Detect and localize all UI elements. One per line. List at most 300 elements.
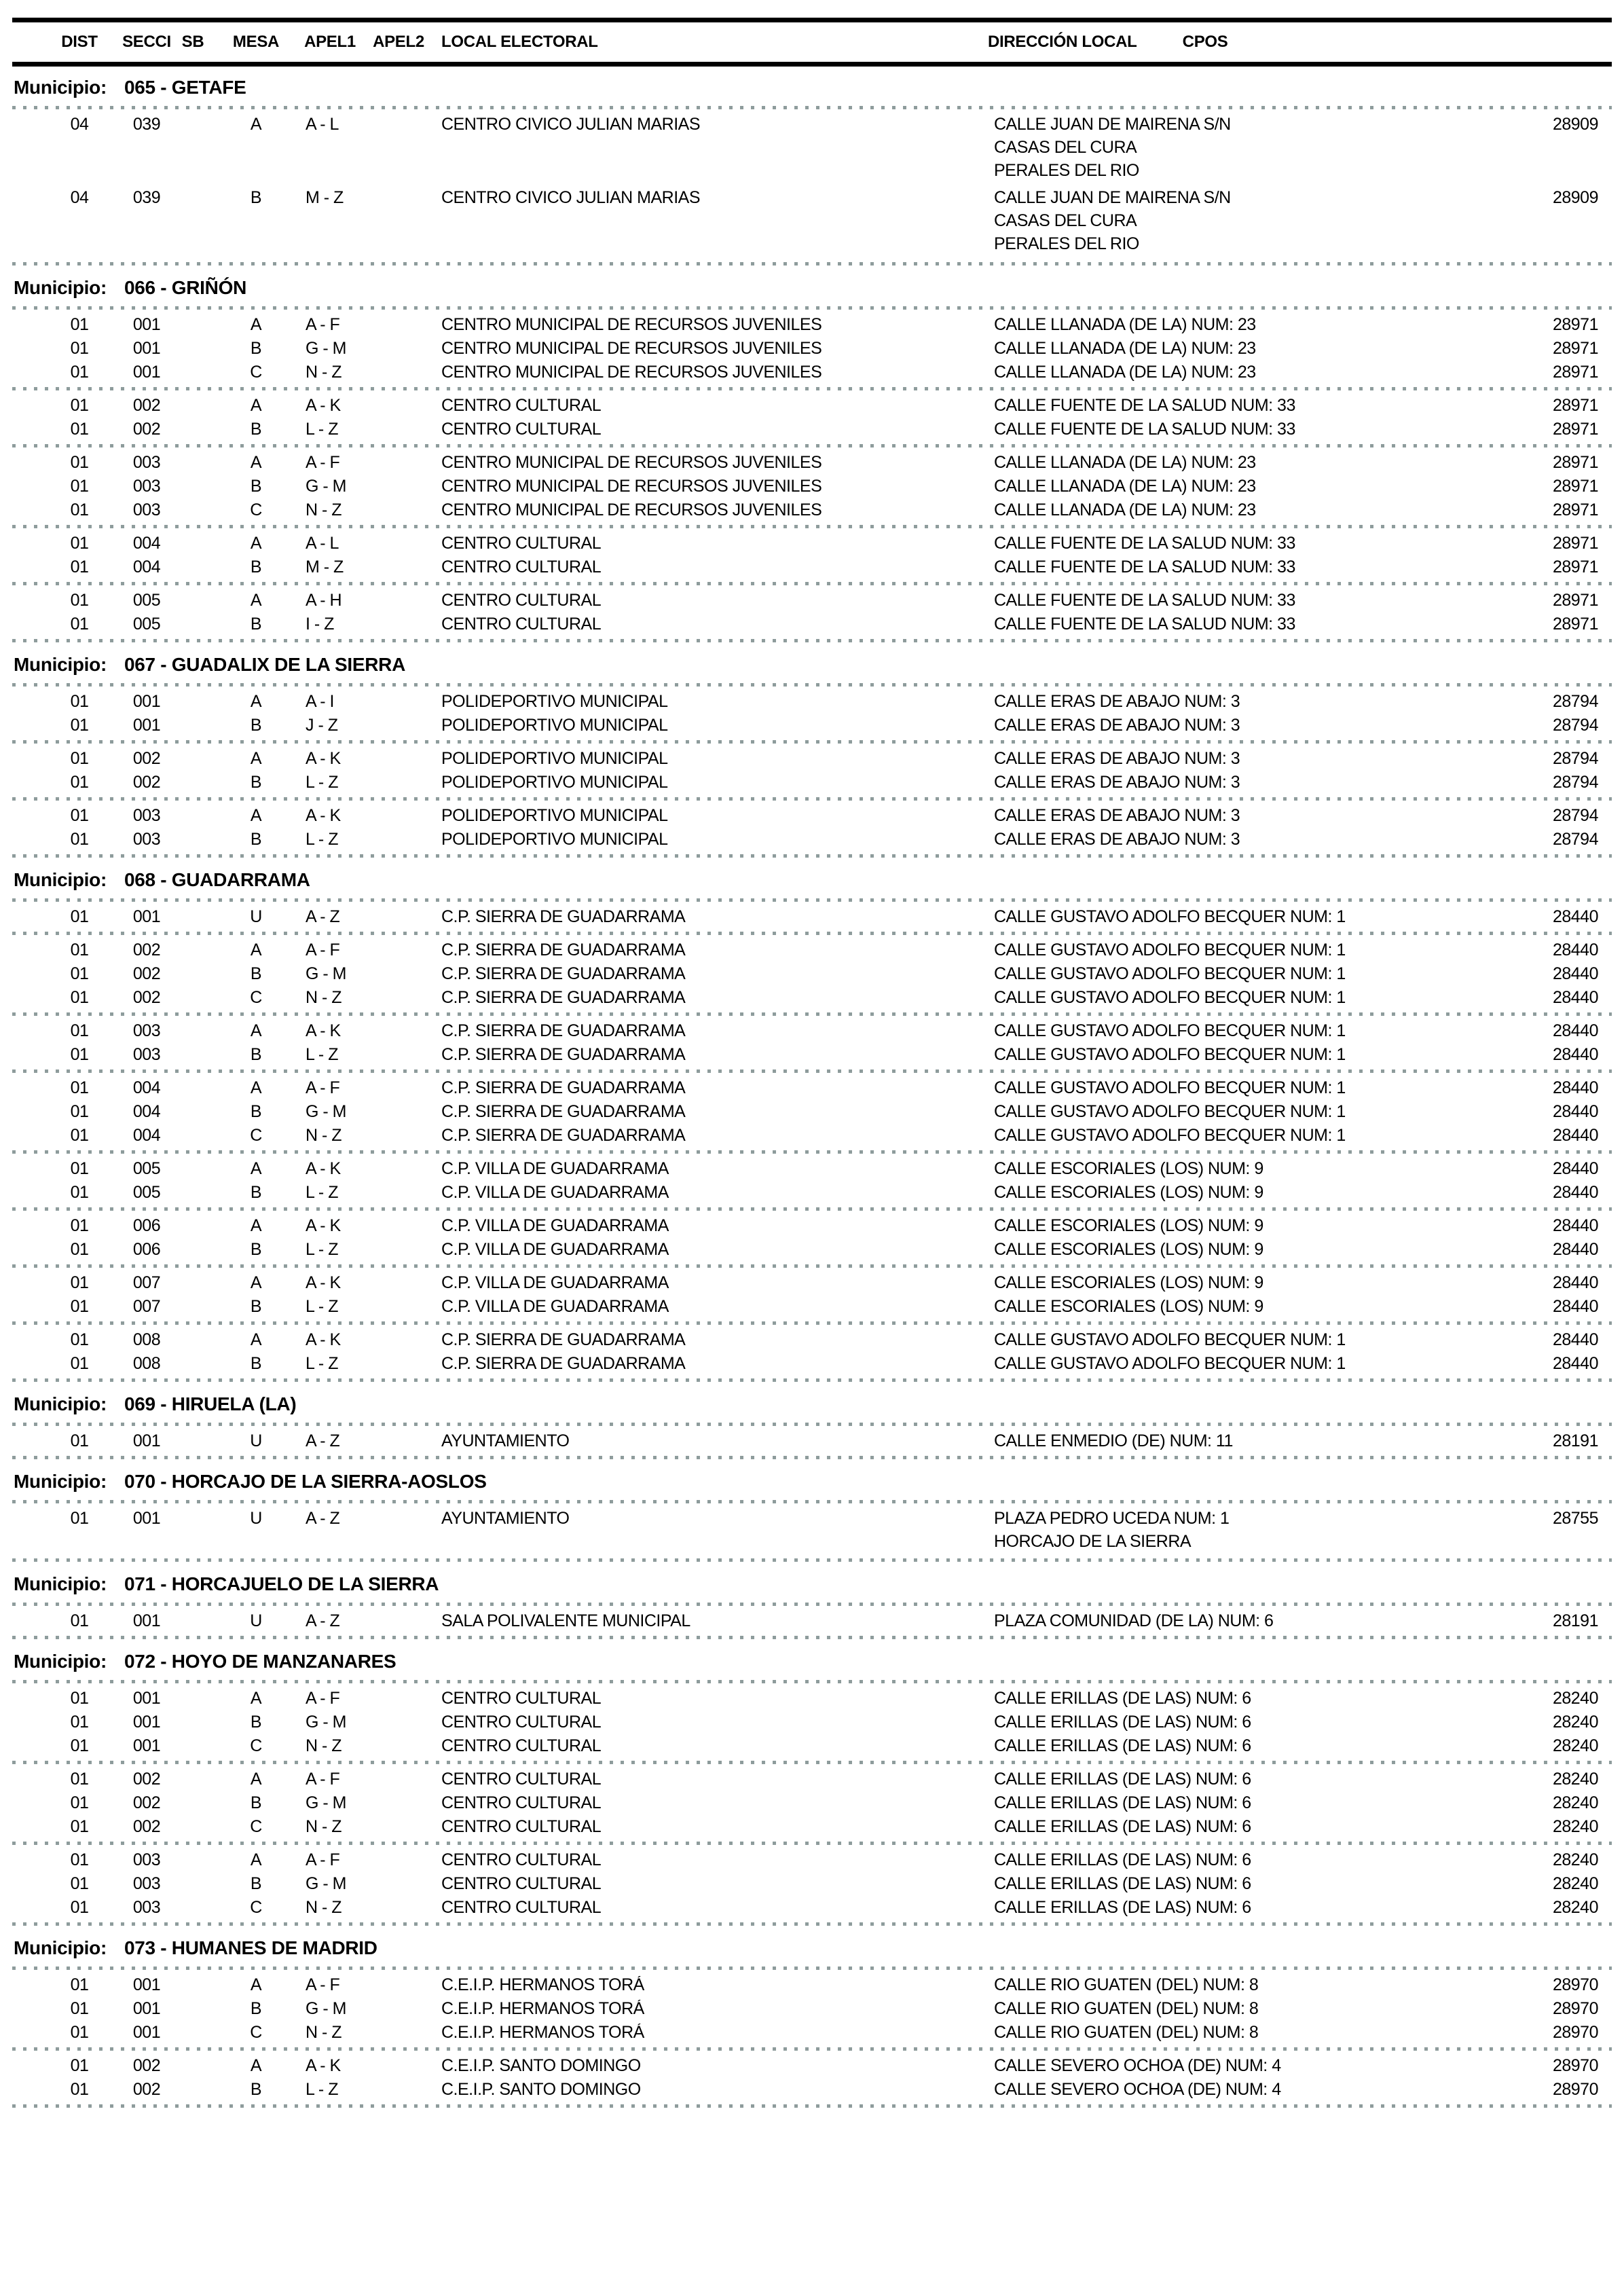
dotted-divider — [12, 2104, 1612, 2108]
cell-cpos: 28909 — [1552, 188, 1598, 207]
direccion-line: CALLE ERAS DE ABAJO NUM: 3 — [994, 807, 1240, 824]
cell-local-electoral: CENTRO CULTURAL — [441, 1818, 602, 1835]
cell-dist: 01 — [70, 339, 89, 358]
cell-dist: 01 — [70, 477, 89, 496]
cell-apel: A - F — [306, 1078, 340, 1097]
direccion-line: CALLE ERAS DE ABAJO NUM: 3 — [994, 830, 1240, 848]
direccion-line: CALLE FUENTE DE LA SALUD NUM: 33 — [994, 534, 1295, 552]
cell-cpos: 28970 — [1552, 2056, 1598, 2075]
cell-apel: A - K — [306, 1216, 341, 1235]
direccion-line: CALLE FUENTE DE LA SALUD NUM: 33 — [994, 591, 1295, 609]
cell-mesa: A — [250, 396, 262, 415]
cell-direccion — [988, 397, 1507, 414]
cell-mesa: A — [250, 534, 262, 553]
table-row — [0, 2081, 1624, 2098]
cell-secci: 001 — [132, 1431, 161, 1450]
dotted-divider — [12, 1636, 1612, 1639]
cell-secci: 002 — [132, 773, 161, 792]
cell-cpos: 28971 — [1552, 396, 1598, 415]
cell-dist: 01 — [70, 453, 89, 472]
cell-local-electoral: C.P. VILLA DE GUADARRAMA — [441, 1298, 669, 1315]
dotted-divider — [12, 1680, 1612, 1683]
direccion-line: CALLE LLANADA (DE LA) NUM: 23 — [994, 501, 1256, 519]
direccion-line: CALLE FUENTE DE LA SALUD NUM: 33 — [994, 558, 1295, 576]
cell-dist: 01 — [70, 1898, 89, 1917]
direccion-line: CALLE ERAS DE ABAJO NUM: 3 — [994, 693, 1240, 710]
cell-direccion — [988, 1184, 1507, 1201]
cell-secci: 003 — [132, 830, 161, 849]
table-row — [0, 1432, 1624, 1450]
municipality-heading — [0, 1641, 1624, 1679]
cell-local-electoral: C.P. SIERRA DE GUADARRAMA — [441, 1022, 686, 1040]
cell-local-electoral: CENTRO CIVICO JULIAN MARIAS — [441, 115, 700, 133]
cell-direccion — [988, 1737, 1507, 1755]
cell-direccion — [988, 591, 1507, 609]
dotted-divider — [12, 740, 1612, 744]
cell-apel: L - Z — [306, 773, 338, 792]
cell-secci: 001 — [132, 907, 161, 926]
cell-cpos: 28440 — [1552, 1297, 1598, 1316]
cell-local-electoral: POLIDEPORTIVO MUNICIPAL — [441, 716, 668, 734]
cell-dist: 01 — [70, 1078, 89, 1097]
cell-local-electoral: CENTRO MUNICIPAL DE RECURSOS JUVENILES — [441, 454, 822, 471]
cell-direccion — [988, 115, 1507, 179]
cell-dist: 01 — [70, 1102, 89, 1121]
cell-cpos: 28440 — [1552, 907, 1598, 926]
cell-local-electoral: POLIDEPORTIVO MUNICIPAL — [441, 807, 668, 824]
cell-direccion — [988, 1046, 1507, 1063]
direccion-line: CALLE ESCORIALES (LOS) NUM: 9 — [994, 1298, 1263, 1315]
cell-direccion — [988, 454, 1507, 471]
cell-local-electoral: C.P. SIERRA DE GUADARRAMA — [441, 908, 686, 926]
cell-dist: 01 — [70, 806, 89, 825]
cell-cpos: 28440 — [1552, 1216, 1598, 1235]
cell-secci: 001 — [132, 1611, 161, 1630]
cell-secci: 005 — [132, 615, 161, 634]
cell-cpos: 28440 — [1552, 1021, 1598, 1040]
direccion-line: CALLE ERILLAS (DE LAS) NUM: 6 — [994, 1689, 1251, 1707]
table-row — [0, 534, 1624, 552]
cell-direccion — [988, 1875, 1507, 1892]
municipality-title: 065 - GETAFE — [124, 77, 246, 98]
direccion-line: CALLE LLANADA (DE LA) NUM: 23 — [994, 363, 1256, 381]
table-row — [0, 397, 1624, 414]
cell-direccion — [988, 189, 1507, 253]
cell-local-electoral: CENTRO CULTURAL — [441, 1737, 602, 1755]
cell-secci: 003 — [132, 1045, 161, 1064]
cell-mesa: C — [250, 1898, 262, 1917]
cell-local-electoral: C.P. SIERRA DE GUADARRAMA — [441, 1331, 686, 1349]
cell-direccion — [988, 1355, 1507, 1372]
cell-mesa: B — [250, 339, 262, 358]
direccion-line: CALLE GUSTAVO ADOLFO BECQUER NUM: 1 — [994, 965, 1346, 983]
cell-dist: 01 — [70, 1183, 89, 1202]
dotted-divider — [12, 797, 1612, 801]
cell-direccion — [988, 1298, 1507, 1315]
cell-apel: A - F — [306, 1770, 340, 1789]
cell-direccion — [988, 716, 1507, 734]
direccion-line: CALLE ERILLAS (DE LAS) NUM: 6 — [994, 1794, 1251, 1812]
cell-secci: 001 — [132, 1713, 161, 1732]
cell-cpos: 28971 — [1552, 534, 1598, 553]
cell-dist: 01 — [70, 1240, 89, 1259]
direccion-line: CALLE ESCORIALES (LOS) NUM: 9 — [994, 1217, 1263, 1234]
cell-secci: 001 — [132, 1975, 161, 1994]
cell-dist: 01 — [70, 1736, 89, 1755]
direccion-line: CALLE ERILLAS (DE LAS) NUM: 6 — [994, 1875, 1251, 1892]
cell-apel: A - Z — [306, 1611, 340, 1630]
cell-local-electoral: CENTRO CULTURAL — [441, 615, 602, 633]
cell-secci: 003 — [132, 1021, 161, 1040]
cell-secci: 001 — [132, 339, 161, 358]
cell-apel: A - Z — [306, 1509, 340, 1528]
cell-cpos: 28971 — [1552, 591, 1598, 610]
direccion-line: CALLE GUSTAVO ADOLFO BECQUER NUM: 1 — [994, 1127, 1346, 1144]
direccion-line: PLAZA PEDRO UCEDA NUM: 1 — [994, 1510, 1230, 1528]
direccion-line: CALLE ERAS DE ABAJO NUM: 3 — [994, 750, 1240, 767]
cell-direccion — [988, 477, 1507, 495]
table-row — [0, 1737, 1624, 1755]
cell-secci: 001 — [132, 2023, 161, 2042]
table-row — [0, 1127, 1624, 1144]
cell-direccion — [988, 2000, 1507, 2017]
cell-dist: 01 — [70, 1874, 89, 1893]
cell-apel: M - Z — [306, 557, 344, 577]
cell-direccion — [988, 1713, 1507, 1731]
col-header-cpos: CPOS — [1182, 33, 1228, 51]
dotted-divider — [12, 1264, 1612, 1268]
cell-cpos: 28970 — [1552, 2023, 1598, 2042]
direccion-line: CALLE JUAN DE MAIRENA S/N — [994, 189, 1231, 207]
cell-local-electoral: C.P. SIERRA DE GUADARRAMA — [441, 1127, 686, 1144]
cell-local-electoral: CENTRO CIVICO JULIAN MARIAS — [441, 189, 700, 206]
direccion-line: CALLE ENMEDIO (DE) NUM: 11 — [994, 1432, 1233, 1450]
cell-apel: A - F — [306, 1689, 340, 1708]
cell-local-electoral: C.P. VILLA DE GUADARRAMA — [441, 1241, 669, 1258]
cell-mesa: A — [250, 1850, 262, 1869]
dotted-divider — [12, 1922, 1612, 1926]
cell-direccion — [988, 1770, 1507, 1788]
direccion-line: CALLE ERAS DE ABAJO NUM: 3 — [994, 773, 1240, 791]
cell-mesa: U — [250, 1431, 262, 1450]
municipality-heading — [0, 859, 1624, 897]
cell-direccion — [988, 1331, 1507, 1349]
direccion-line: CALLE ERILLAS (DE LAS) NUM: 6 — [994, 1899, 1251, 1916]
cell-apel: A - L — [306, 534, 339, 553]
table-row — [0, 340, 1624, 357]
cell-local-electoral: C.E.I.P. HERMANOS TORÁ — [441, 2024, 644, 2041]
cell-mesa: U — [250, 907, 262, 926]
cell-apel: A - K — [306, 2056, 341, 2075]
cell-cpos: 28240 — [1552, 1817, 1598, 1836]
cell-mesa: A — [250, 1159, 262, 1178]
cell-cpos: 28240 — [1552, 1898, 1598, 1917]
cell-secci: 004 — [132, 557, 161, 577]
table-row — [0, 1079, 1624, 1097]
dotted-divider — [12, 1069, 1612, 1073]
direccion-line: CALLE ESCORIALES (LOS) NUM: 9 — [994, 1184, 1263, 1201]
cell-direccion — [988, 941, 1507, 959]
cell-mesa: A — [250, 591, 262, 610]
cell-direccion — [988, 363, 1507, 381]
cell-apel: A - L — [306, 115, 339, 134]
cell-mesa: B — [250, 615, 262, 634]
cell-cpos: 28240 — [1552, 1874, 1598, 1893]
cell-local-electoral: SALA POLIVALENTE MUNICIPAL — [441, 1612, 690, 1630]
cell-secci: 007 — [132, 1297, 161, 1316]
cell-mesa: B — [250, 1045, 262, 1064]
cell-direccion — [988, 1851, 1507, 1869]
dotted-divider — [12, 1321, 1612, 1325]
cell-apel: L - Z — [306, 1354, 338, 1373]
cell-dist: 01 — [70, 1126, 89, 1145]
cell-secci: 003 — [132, 806, 161, 825]
table-row — [0, 420, 1624, 438]
cell-secci: 002 — [132, 749, 161, 768]
cell-dist: 01 — [70, 420, 89, 439]
dotted-divider — [12, 1207, 1612, 1211]
cell-direccion — [988, 1241, 1507, 1258]
col-header-secci: SECCI — [122, 33, 171, 51]
cell-cpos: 28971 — [1552, 477, 1598, 496]
cell-apel: A - K — [306, 749, 341, 768]
municipality-label: Municipio: — [14, 654, 107, 675]
direccion-line: CALLE ERILLAS (DE LAS) NUM: 6 — [994, 1770, 1251, 1788]
cell-apel: G - M — [306, 964, 346, 983]
cell-dist: 01 — [70, 940, 89, 959]
cell-apel: L - Z — [306, 1183, 338, 1202]
cell-local-electoral: CENTRO CULTURAL — [441, 591, 602, 609]
cell-mesa: A — [250, 315, 262, 334]
cell-direccion — [988, 693, 1507, 710]
cell-secci: 002 — [132, 988, 161, 1007]
cell-dist: 01 — [70, 1850, 89, 1869]
col-header-direccion: DIRECCIÓN LOCAL — [988, 33, 1137, 51]
cell-dist: 01 — [70, 500, 89, 519]
cell-direccion — [988, 1510, 1507, 1550]
cell-secci: 002 — [132, 964, 161, 983]
cell-local-electoral: C.P. SIERRA DE GUADARRAMA — [441, 965, 686, 983]
cell-local-electoral: CENTRO CULTURAL — [441, 1713, 602, 1731]
cell-direccion — [988, 534, 1507, 552]
table-header — [0, 22, 1624, 62]
cell-direccion — [988, 1127, 1507, 1144]
cell-cpos: 28440 — [1552, 1354, 1598, 1373]
cell-apel: N - Z — [306, 1126, 342, 1145]
table-row — [0, 908, 1624, 926]
dotted-divider — [12, 683, 1612, 687]
cell-dist: 01 — [70, 557, 89, 577]
cell-local-electoral: C.P. SIERRA DE GUADARRAMA — [441, 1355, 686, 1372]
cell-secci: 002 — [132, 396, 161, 415]
cell-direccion — [988, 807, 1507, 824]
cell-secci: 001 — [132, 1736, 161, 1755]
cell-apel: N - Z — [306, 988, 342, 1007]
direccion-line: CALLE FUENTE DE LA SALUD NUM: 33 — [994, 615, 1295, 633]
cell-cpos: 28240 — [1552, 1689, 1598, 1708]
cell-cpos: 28440 — [1552, 964, 1598, 983]
cell-direccion — [988, 420, 1507, 438]
cell-dist: 01 — [70, 1770, 89, 1789]
cell-apel: A - K — [306, 806, 341, 825]
cell-mesa: A — [250, 1021, 262, 1040]
cell-dist: 04 — [70, 188, 89, 207]
dotted-divider — [12, 898, 1612, 902]
direccion-line: CALLE LLANADA (DE LA) NUM: 23 — [994, 316, 1256, 333]
cell-mesa: B — [250, 557, 262, 577]
cell-mesa: A — [250, 453, 262, 472]
cell-cpos: 28970 — [1552, 1999, 1598, 2018]
cell-local-electoral: C.P. VILLA DE GUADARRAMA — [441, 1160, 669, 1177]
table-row — [0, 1770, 1624, 1788]
cell-direccion — [988, 965, 1507, 983]
cell-mesa: A — [250, 806, 262, 825]
cell-local-electoral: POLIDEPORTIVO MUNICIPAL — [441, 750, 668, 767]
cell-mesa: A — [250, 1770, 262, 1789]
table-row — [0, 773, 1624, 791]
municipality-label: Municipio: — [14, 1393, 107, 1414]
table-row — [0, 1689, 1624, 1707]
cell-local-electoral: CENTRO CULTURAL — [441, 1875, 602, 1892]
dotted-divider — [12, 1966, 1612, 1970]
direccion-line: CALLE JUAN DE MAIRENA S/N — [994, 115, 1231, 134]
direccion-line: CASAS DEL CURA — [994, 138, 1137, 157]
table-row — [0, 1160, 1624, 1177]
cell-direccion — [988, 1274, 1507, 1292]
cell-mesa: C — [250, 2023, 262, 2042]
cell-secci: 005 — [132, 1159, 161, 1178]
table-row — [0, 615, 1624, 633]
cell-mesa: B — [250, 1999, 262, 2018]
table-row — [0, 1612, 1624, 1630]
municipality-heading — [0, 67, 1624, 105]
cell-local-electoral: POLIDEPORTIVO MUNICIPAL — [441, 693, 668, 710]
direccion-line: CALLE ESCORIALES (LOS) NUM: 9 — [994, 1274, 1263, 1292]
cell-cpos: 28794 — [1552, 749, 1598, 768]
cell-secci: 039 — [132, 188, 161, 207]
cell-mesa: A — [250, 749, 262, 768]
table-row — [0, 1851, 1624, 1869]
dotted-divider — [12, 582, 1612, 585]
municipality-label: Municipio: — [14, 277, 107, 298]
cell-direccion — [988, 1899, 1507, 1916]
cell-cpos: 28794 — [1552, 830, 1598, 849]
cell-dist: 01 — [70, 1509, 89, 1528]
cell-mesa: A — [250, 1975, 262, 1994]
direccion-line: CALLE ERILLAS (DE LAS) NUM: 6 — [994, 1851, 1251, 1869]
table-row — [0, 1713, 1624, 1731]
direccion-line: CALLE LLANADA (DE LA) NUM: 23 — [994, 477, 1256, 495]
cell-mesa: B — [250, 1793, 262, 1812]
cell-secci: 004 — [132, 1102, 161, 1121]
municipality-label: Municipio: — [14, 1471, 107, 1492]
cell-mesa: B — [250, 1874, 262, 1893]
cell-secci: 003 — [132, 500, 161, 519]
cell-dist: 01 — [70, 315, 89, 334]
cell-local-electoral: C.P. SIERRA DE GUADARRAMA — [441, 1046, 686, 1063]
dotted-divider — [12, 106, 1612, 109]
municipality-heading — [0, 267, 1624, 305]
cell-secci: 001 — [132, 1999, 161, 2018]
municipality-heading — [0, 1383, 1624, 1421]
cell-cpos: 28755 — [1552, 1509, 1598, 1528]
cell-secci: 002 — [132, 940, 161, 959]
cell-mesa: A — [250, 692, 262, 711]
municipality-title: 068 - GUADARRAMA — [124, 869, 310, 890]
cell-cpos: 28971 — [1552, 339, 1598, 358]
cell-direccion — [988, 615, 1507, 633]
cell-direccion — [988, 558, 1507, 576]
dotted-divider — [12, 2047, 1612, 2051]
cell-secci: 003 — [132, 1850, 161, 1869]
cell-mesa: A — [250, 1273, 262, 1292]
cell-cpos: 28440 — [1552, 940, 1598, 959]
municipality-title: 069 - HIRUELA (LA) — [124, 1393, 297, 1414]
cell-dist: 01 — [70, 1159, 89, 1178]
municipality-label: Municipio: — [14, 1937, 107, 1958]
cell-dist: 01 — [70, 2056, 89, 2075]
cell-apel: G - M — [306, 1713, 346, 1732]
direccion-line: CALLE SEVERO OCHOA (DE) NUM: 4 — [994, 2057, 1281, 2074]
cell-apel: A - F — [306, 940, 340, 959]
cell-dist: 01 — [70, 1431, 89, 1450]
cell-secci: 003 — [132, 453, 161, 472]
direccion-line: CALLE ERILLAS (DE LAS) NUM: 6 — [994, 1713, 1251, 1731]
cell-mesa: B — [250, 830, 262, 849]
table-row — [0, 1899, 1624, 1916]
direccion-line: CALLE GUSTAVO ADOLFO BECQUER NUM: 1 — [994, 941, 1346, 959]
cell-mesa: A — [250, 1330, 262, 1349]
cell-local-electoral: CENTRO CULTURAL — [441, 1689, 602, 1707]
cell-cpos: 28794 — [1552, 773, 1598, 792]
cell-secci: 003 — [132, 1874, 161, 1893]
cell-local-electoral: CENTRO MUNICIPAL DE RECURSOS JUVENILES — [441, 501, 822, 519]
cell-apel: A - Z — [306, 907, 340, 926]
cell-cpos: 28970 — [1552, 2080, 1598, 2099]
cell-apel: A - K — [306, 1159, 341, 1178]
cell-direccion — [988, 2057, 1507, 2074]
cell-direccion — [988, 1022, 1507, 1040]
cell-mesa: C — [250, 988, 262, 1007]
cell-secci: 002 — [132, 420, 161, 439]
cell-apel: A - K — [306, 396, 341, 415]
cell-mesa: A — [250, 115, 262, 134]
cell-dist: 01 — [70, 773, 89, 792]
municipality-title: 072 - HOYO DE MANZANARES — [124, 1651, 396, 1672]
cell-direccion — [988, 1689, 1507, 1707]
dotted-divider — [12, 1500, 1612, 1503]
cell-dist: 01 — [70, 2023, 89, 2042]
direccion-line: CALLE RIO GUATEN (DEL) NUM: 8 — [994, 2000, 1259, 2017]
cell-direccion — [988, 750, 1507, 767]
cell-local-electoral: C.E.I.P. HERMANOS TORÁ — [441, 1976, 644, 1994]
cell-local-electoral: CENTRO CULTURAL — [441, 1851, 602, 1869]
cell-apel: A - F — [306, 453, 340, 472]
dotted-divider — [12, 1842, 1612, 1845]
cell-dist: 01 — [70, 534, 89, 553]
cell-cpos: 28191 — [1552, 1611, 1598, 1630]
top-margin — [0, 0, 1624, 18]
cell-local-electoral: CENTRO MUNICIPAL DE RECURSOS JUVENILES — [441, 477, 822, 495]
cell-apel: I - Z — [306, 615, 334, 634]
cell-mesa: A — [250, 2056, 262, 2075]
cell-cpos: 28909 — [1552, 115, 1598, 134]
cell-secci: 001 — [132, 692, 161, 711]
cell-direccion — [988, 1217, 1507, 1234]
cell-local-electoral: C.P. SIERRA DE GUADARRAMA — [441, 989, 686, 1006]
direccion-line: CALLE GUSTAVO ADOLFO BECQUER NUM: 1 — [994, 1079, 1346, 1097]
cell-local-electoral: C.E.I.P. HERMANOS TORÁ — [441, 2000, 644, 2017]
